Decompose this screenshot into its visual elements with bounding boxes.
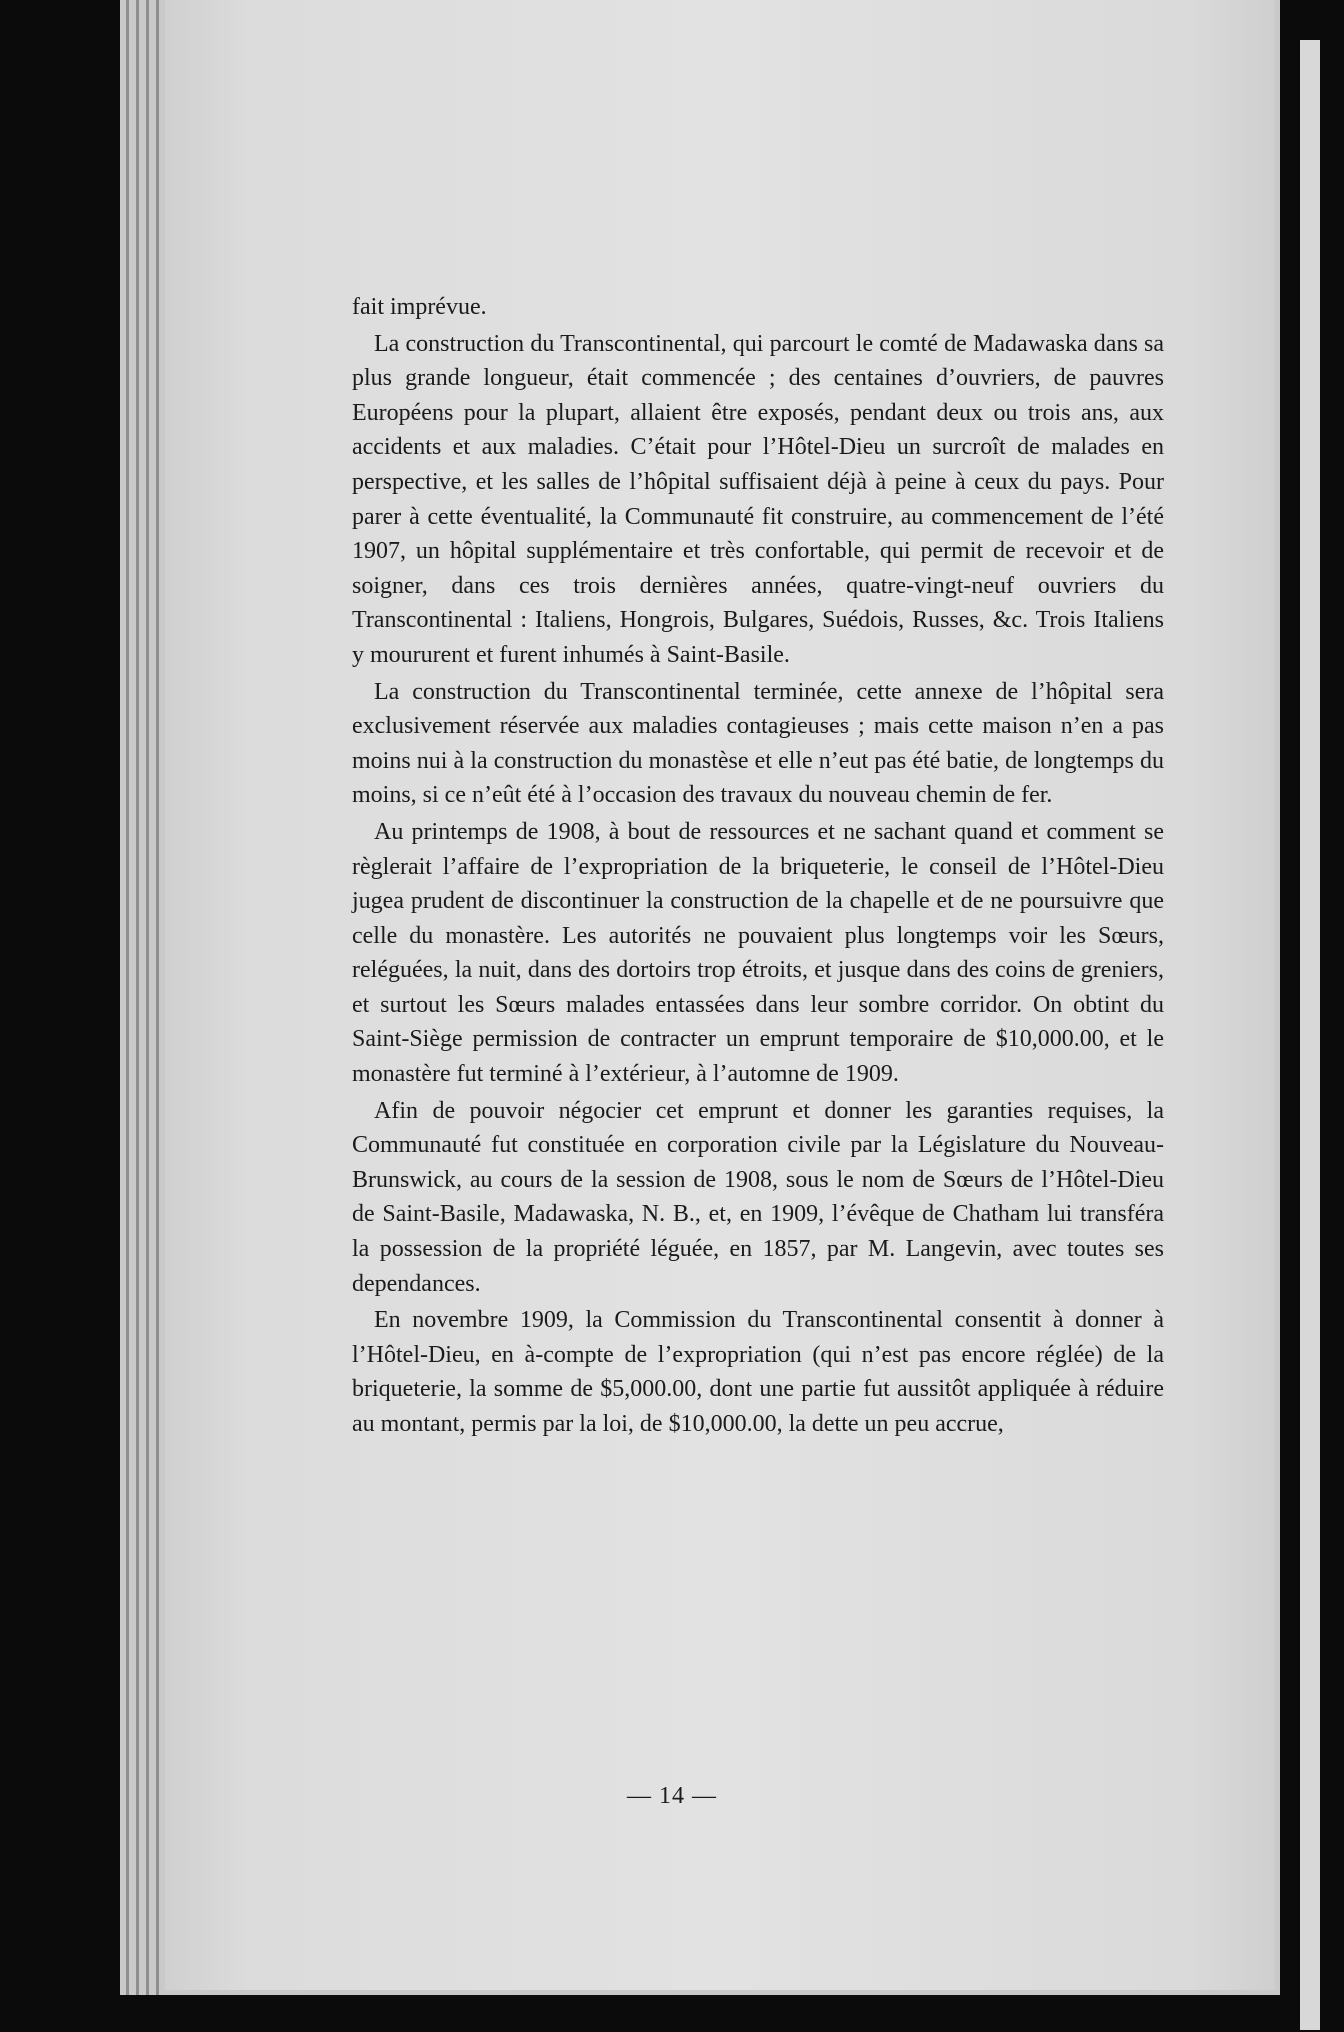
page-number: — 14 — — [627, 1783, 717, 1809]
page-edge-line — [126, 0, 129, 1995]
paragraph: La construction du Transcontinental terminée, cette annexe de l’hôpital sera exclusivement réservée aux maladies contagieuses ; mais cette maison n’en a pas moins nui à la construction du monastèse et elle n’eut pas été batie, de longtemps du moins, si ce n’eût été à l’occasion des travaux du nouveau chemin de fer. — [352, 678, 1164, 809]
page-edge-line — [136, 0, 139, 1995]
paragraph: En novembre 1909, la Commission du Transcontinental consentit à donner à l’Hôtel-Dieu, en à-compte de l’expropriation (qui n’est pas encore réglée) de la briqueterie, la somme de $5,000.00, dont une partie fut aussitôt appliquée à réduire au montant, permis par la loi, de $10,000.00, la dette un peu accrue, — [352, 1307, 1164, 1437]
right-page-edge — [1300, 40, 1320, 2030]
paragraph: Afin de pouvoir négocier cet emprunt et donner les garanties requises, la Communauté fut constituée en corporation civile par la Législature du Nouveau-Brunswick, au cours de la session de 1908, sous le nom de Sœurs de l’Hôtel-Dieu de Saint-Basile, Madawaska, N. B., et, en 1909, l’évêque de Chatham lui transféra la possession de la propriété léguée, en 1857, par M. Langevin, avec toutes ses dependances. — [352, 1097, 1164, 1297]
paragraph-continuation: fait imprévue. — [352, 294, 487, 320]
paragraph: La construction du Transcontinental, qui parcourt le comté de Madawaska dans sa plus grande longueur, était commencée ; des centaines d’ouvriers, de pauvres Européens pour la plupart, allaient être exposés, pendant deux ou trois ans, aux accidents et aux maladies. C’était pour l’Hôtel-Dieu un surcroît de malades en perspective, et les salles de l’hôpital suffisaient déjà à peine à ceux du pays. Pour parer à cette éventualité, la Communauté fit construire, au commencement de l’été 1907, un hôpital supplémentaire et très confortable, qui permit de recevoir et de soigner, dans ces trois dernières années, quatre-vingt-neuf ouvriers du Transcontinental : Italiens, Hongrois, Bulgares, Suédois, Russes, &c. Trois Italiens y moururent et furent inhumés à Saint-Basile. — [352, 330, 1164, 668]
page-edge-line — [156, 0, 159, 1995]
body-text — [352, 290, 1164, 1442]
page-edge-line — [146, 0, 149, 1995]
paragraph: Au printemps de 1908, à bout de ressources et ne sachant quand et comment se règlerait l’affaire de l’expropriation de la briqueterie, le conseil de l’Hôtel-Dieu jugea prudent de discontinuer la construction de la chapelle et de ne poursuivre que celle du monastère. Les autorités ne pouvaient plus longtemps voir les Sœurs, reléguées, la nuit, dans des dortoirs trop étroits, et jusque dans des coins de greniers, et surtout les Sœurs malades entassées dans leur sombre corridor. On obtint du Saint-Siège permission de contracter un emprunt temporaire de $10,000.00, et le monastère fut terminé à l’extérieur, à l’automne de 1909. — [352, 818, 1164, 1088]
